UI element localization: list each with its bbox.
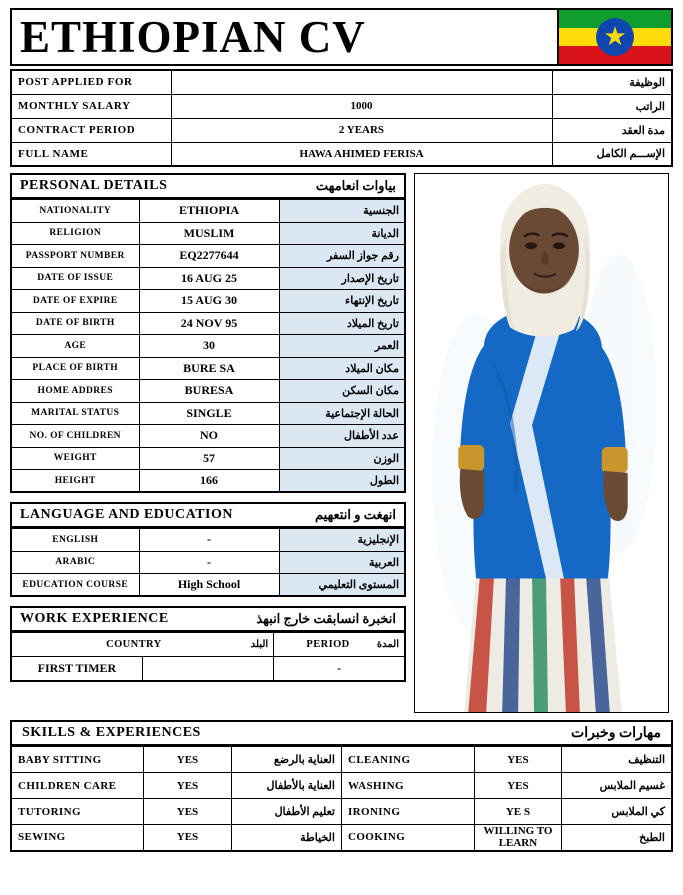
- row-value: 16 AUG 25: [139, 267, 279, 290]
- photo-illustration: [415, 174, 668, 712]
- row-value: BURE SA: [139, 357, 279, 380]
- ethiopian-flag-icon: [559, 10, 671, 64]
- table-row: [11, 773, 672, 799]
- language-education-heading-en: LANGUAGE AND EDUCATION: [20, 507, 233, 522]
- page-title: ETHIOPIAN CV: [20, 11, 366, 62]
- full-name-label-ar: الإســـم الكامل: [552, 142, 672, 166]
- contract-period-label-ar: مدة العقد: [552, 118, 672, 142]
- table-row: [11, 470, 405, 493]
- table-row: [11, 290, 405, 313]
- skill-value: YE S: [474, 799, 562, 825]
- table-row: [11, 70, 672, 94]
- table-row: [11, 402, 405, 425]
- table-row: [11, 529, 405, 552]
- language-education-heading: [10, 502, 406, 528]
- full-name-value: HAWA AHIMED FERISA: [171, 142, 552, 166]
- skill-label-ar: الطبخ: [562, 825, 672, 851]
- row-value: ETHIOPIA: [139, 200, 279, 223]
- work-experience-heading: [10, 606, 406, 632]
- row-label-ar: تاريخ الإصدار: [279, 267, 405, 290]
- skill-label: BABY SITTING: [11, 747, 144, 773]
- table-row: [11, 200, 405, 223]
- row-label: HOME ADDRES: [11, 380, 139, 403]
- header-info-table: [10, 69, 673, 167]
- skill-value: YES: [144, 799, 232, 825]
- row-label-ar: العمر: [279, 335, 405, 358]
- row-label-ar: الطول: [279, 470, 405, 493]
- personal-details-heading: [10, 173, 406, 199]
- row-label: DATE OF EXPIRE: [11, 290, 139, 313]
- personal-details-table: [10, 199, 406, 493]
- row-label: DATE OF BIRTH: [11, 312, 139, 335]
- skills-section: [10, 720, 673, 852]
- table-row: [11, 335, 405, 358]
- row-label: WEIGHT: [11, 447, 139, 470]
- row-label-ar: الحالة الإجتماعية: [279, 402, 405, 425]
- row-value: 24 NOV 95: [139, 312, 279, 335]
- table-row: [11, 312, 405, 335]
- row-label-ar: الوزن: [279, 447, 405, 470]
- work-experience-table: [10, 632, 406, 682]
- row-label: PLACE OF BIRTH: [11, 357, 139, 380]
- skill-label-ar: التنظيف: [562, 747, 672, 773]
- post-applied-label: POST APPLIED FOR: [11, 70, 171, 94]
- row-label-ar: مكان السكن: [279, 380, 405, 403]
- row-value: NO: [139, 425, 279, 448]
- skill-label-ar: كي الملابس: [562, 799, 672, 825]
- table-row: [11, 657, 405, 681]
- row-value: SINGLE: [139, 402, 279, 425]
- row-label-ar: العربية: [279, 551, 405, 574]
- skill-label: CLEANING: [341, 747, 474, 773]
- skill-label: CHILDREN CARE: [11, 773, 144, 799]
- country-column-header: [11, 633, 274, 657]
- full-name-label: FULL NAME: [11, 142, 171, 166]
- language-education-table: [10, 528, 406, 597]
- skill-value: YES: [144, 747, 232, 773]
- country-header-en: COUNTRY: [106, 639, 162, 650]
- skill-label: COOKING: [341, 825, 474, 851]
- title-text-area: [12, 10, 559, 64]
- skill-value: WILLING TO LEARN: [474, 825, 562, 851]
- row-value: 166: [139, 470, 279, 493]
- skill-label-ar: العناية بالأطفال: [231, 773, 341, 799]
- skill-label: IRONING: [341, 799, 474, 825]
- skill-value: YES: [144, 773, 232, 799]
- row-value: 15 AUG 30: [139, 290, 279, 313]
- skills-heading-ar: مهارات وخبرات: [571, 725, 661, 741]
- row-label: ARABIC: [11, 551, 139, 574]
- table-row: [11, 380, 405, 403]
- skill-label-ar: العناية بالرضع: [231, 747, 341, 773]
- monthly-salary-value: 1000: [171, 94, 552, 118]
- row-label-ar: الإنجليزية: [279, 529, 405, 552]
- period-column-header: [274, 633, 405, 657]
- skills-heading: [10, 720, 673, 746]
- row-value: High School: [139, 574, 279, 597]
- work-experience-heading-ar: انخبرة انسابقت خارج انبهذ: [256, 611, 396, 626]
- skill-value: YES: [144, 825, 232, 851]
- table-row: [11, 825, 672, 851]
- table-row: [11, 425, 405, 448]
- personal-details-heading-ar: بياوات انعامهت: [315, 178, 396, 193]
- document-title-bar: [10, 8, 673, 66]
- work-experience-heading-en: WORK EXPERIENCE: [20, 611, 169, 626]
- row-label: HEIGHT: [11, 470, 139, 493]
- contract-period-label: CONTRACT PERIOD: [11, 118, 171, 142]
- post-applied-value: [171, 70, 552, 94]
- work-period-value: -: [274, 657, 405, 681]
- skill-label-ar: تعليم الأطفال: [231, 799, 341, 825]
- table-row: [11, 447, 405, 470]
- table-row: [11, 747, 672, 773]
- monthly-salary-label-ar: الراتب: [552, 94, 672, 118]
- row-label: NATIONALITY: [11, 200, 139, 223]
- contract-period-value: 2 YEARS: [171, 118, 552, 142]
- skill-value: YES: [474, 773, 562, 799]
- table-row: [11, 551, 405, 574]
- row-value: MUSLIM: [139, 222, 279, 245]
- personal-details-heading-en: PERSONAL DETAILS: [20, 178, 168, 193]
- applicant-photo-frame: [414, 173, 669, 713]
- table-row: [11, 267, 405, 290]
- row-label-ar: تاريخ الميلاد: [279, 312, 405, 335]
- row-label-ar: مكان الميلاد: [279, 357, 405, 380]
- applicant-photo: [415, 174, 668, 712]
- skill-label: TUTORING: [11, 799, 144, 825]
- skills-heading-en: SKILLS & EXPERIENCES: [22, 725, 201, 740]
- row-label: PASSPORT NUMBER: [11, 245, 139, 268]
- flag-star-glyph: ★: [603, 22, 627, 51]
- row-label: DATE OF ISSUE: [11, 267, 139, 290]
- row-value: EQ2277644: [139, 245, 279, 268]
- row-value: -: [139, 529, 279, 552]
- row-label: NO. OF CHILDREN: [11, 425, 139, 448]
- language-education-heading-ar: انهغت و انتعهيم: [314, 507, 396, 522]
- skills-table: [10, 746, 673, 852]
- row-label-ar: المستوى التعليمي: [279, 574, 405, 597]
- work-country-blank: [142, 657, 273, 681]
- row-label: AGE: [11, 335, 139, 358]
- main-content: [10, 173, 673, 713]
- row-value: BURESA: [139, 380, 279, 403]
- table-row: [11, 245, 405, 268]
- row-label-ar: تاريخ الإنتهاء: [279, 290, 405, 313]
- row-label: EDUCATION COURSE: [11, 574, 139, 597]
- row-value: 57: [139, 447, 279, 470]
- row-label-ar: الجنسية: [279, 200, 405, 223]
- table-row: [11, 118, 672, 142]
- flag-emblem-icon: [596, 18, 634, 56]
- table-row: [11, 799, 672, 825]
- post-applied-label-ar: الوظيفة: [552, 70, 672, 94]
- row-label-ar: رقم جواز السفر: [279, 245, 405, 268]
- skill-value: YES: [474, 747, 562, 773]
- skill-label-ar: الخياطة: [231, 825, 341, 851]
- table-header-row: [11, 633, 405, 657]
- table-row: [11, 142, 672, 166]
- row-label-ar: الديانة: [279, 222, 405, 245]
- skill-label: WASHING: [341, 773, 474, 799]
- monthly-salary-label: MONTHLY SALARY: [11, 94, 171, 118]
- row-value: -: [139, 551, 279, 574]
- table-row: [11, 222, 405, 245]
- period-header-en: PERIOD: [306, 639, 350, 650]
- left-column: [10, 173, 406, 682]
- country-header-ar: البلد: [250, 639, 269, 650]
- row-value: 30: [139, 335, 279, 358]
- table-row: [11, 357, 405, 380]
- row-label: ENGLISH: [11, 529, 139, 552]
- table-row: [11, 574, 405, 597]
- skill-label: SEWING: [11, 825, 144, 851]
- work-country-value: FIRST TIMER: [11, 657, 142, 681]
- skill-label-ar: غسيم الملابس: [562, 773, 672, 799]
- period-header-ar: المدة: [376, 639, 399, 650]
- table-row: [11, 94, 672, 118]
- row-label: RELIGION: [11, 222, 139, 245]
- row-label: MARITAL STATUS: [11, 402, 139, 425]
- row-label-ar: عدد الأطفال: [279, 425, 405, 448]
